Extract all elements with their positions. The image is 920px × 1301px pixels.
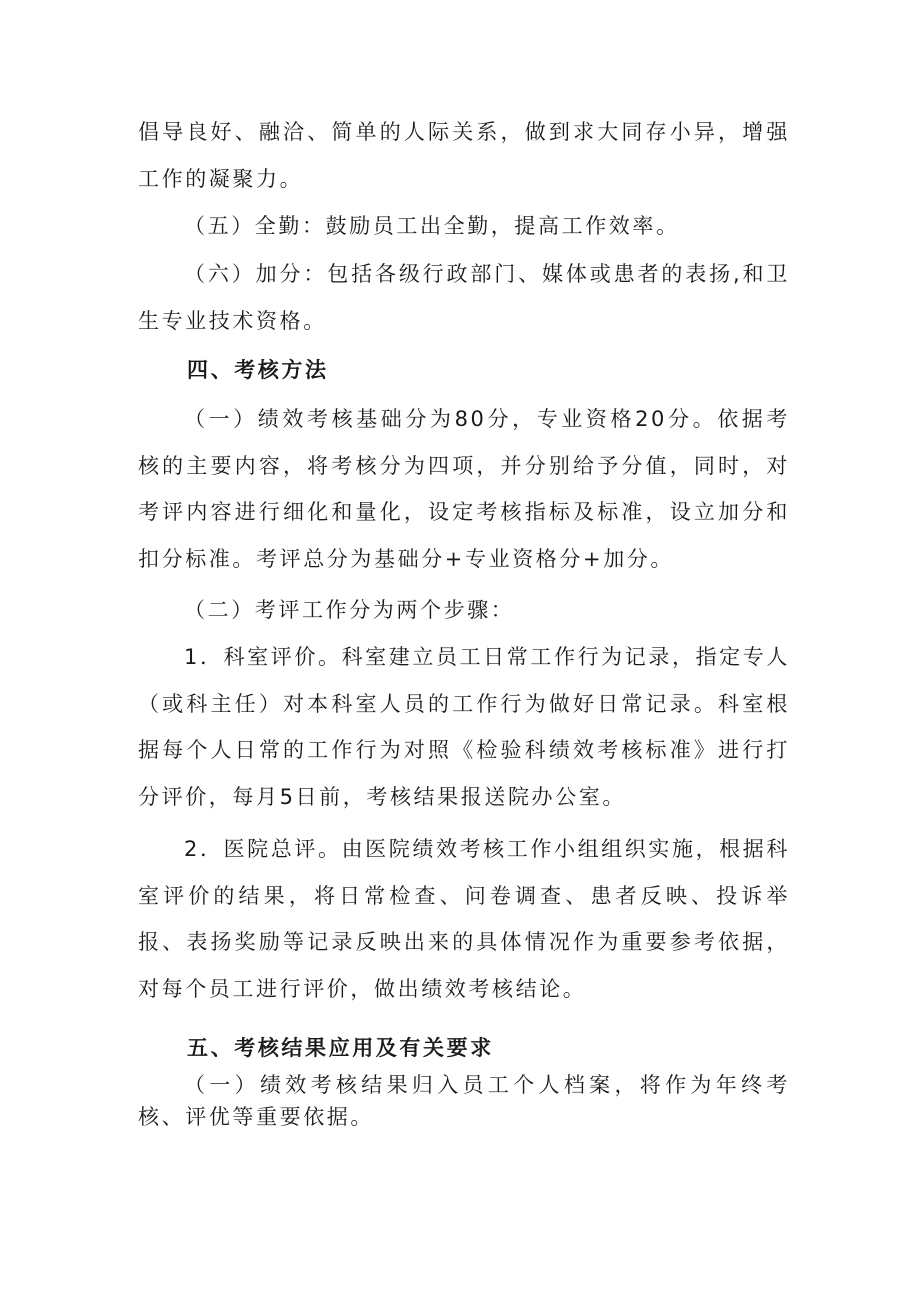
paragraph-interpersonal: 倡导良好、融洽、简单的人际关系，做到求大同存小异，增强工作的凝聚力。 [138, 120, 790, 191]
paragraph-method-scoring: （一）绩效考核基础分为80分，专业资格20分。依据考核的主要内容，将考核分为四项，并分别给予分值，同时，对考评内容进行细化和量化，设定考核指标及标准，设立加分和扣分标准。考评总分为基础分+专业资格分+加分。 [138, 407, 790, 571]
paragraph-step-hospital-evaluation: 2．医院总评。由医院绩效考核工作小组组织实施，根据科室评价的结果，将日常检查、问卷调查、患者反映、投诉举报、表扬奖励等记录反映出来的具体情况作为重要参考依据，对每个员工进行评价，做出绩效考核结论。 [138, 837, 790, 1001]
paragraph-method-steps: （二）考评工作分为两个步骤： [184, 598, 515, 622]
section-heading-methods: 四、考核方法 [187, 358, 329, 382]
paragraph-step-department-evaluation: 1．科室评价。科室建立员工日常工作行为记录，指定专人（或科主任）对本科室人员的工作行为做好日常记录。科室根据每个人日常的工作行为对照《检验科绩效考核标准》进行打分评价，每月5日前，考核结果报送院办公室。 [138, 645, 790, 809]
paragraph-bonus-points: （六）加分：包括各级行政部门、媒体或患者的表扬,和卫生专业技术资格。 [138, 262, 790, 333]
paragraph-result-archive: （一）绩效考核结果归入员工个人档案，将作为年终考核、评优等重要依据。 [138, 1073, 790, 1129]
paragraph-attendance: （五）全勤：鼓励员工出全勤，提高工作效率。 [184, 214, 680, 238]
section-heading-results: 五、考核结果应用及有关要求 [187, 1036, 494, 1060]
